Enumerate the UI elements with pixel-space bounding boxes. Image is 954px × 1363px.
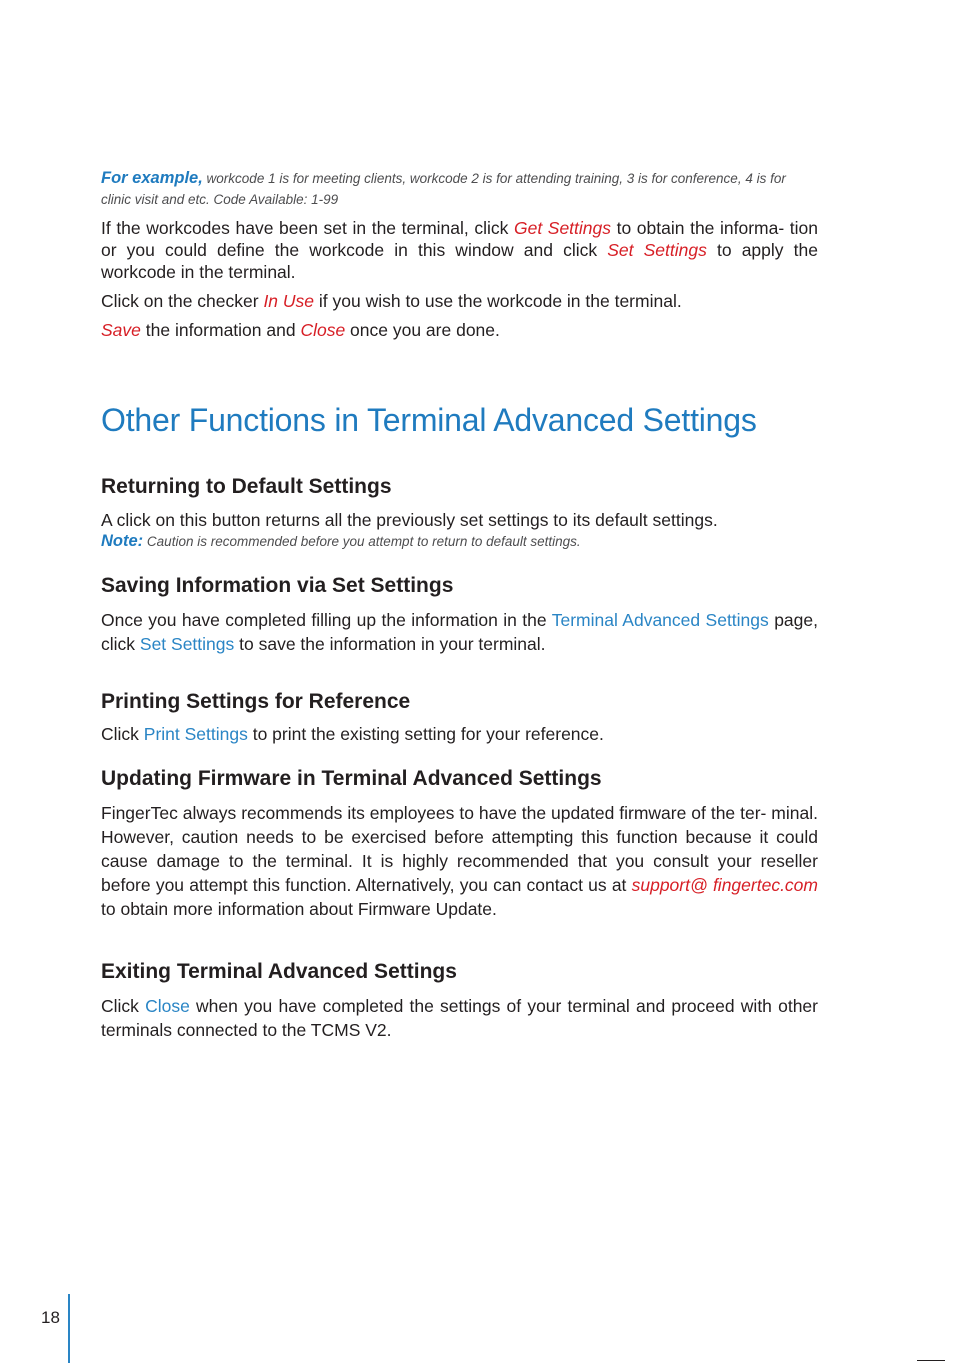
text-run: once you are done. xyxy=(345,320,500,340)
support-email-link[interactable]: support@ fingertec.com xyxy=(631,875,818,895)
example-lead: For example, xyxy=(101,169,203,187)
printing-text xyxy=(101,723,818,745)
workcode-settings-paragraph xyxy=(101,217,818,283)
text-run: Click on the checker xyxy=(101,291,264,311)
get-settings-ref: Get Settings xyxy=(513,218,612,238)
saving-heading: Saving Information via Set Settings xyxy=(101,574,454,597)
example-text: workcode 1 is for meeting clients, workcode 2 is for attending training, 3 is for conference, 4 is for clinic visit and etc. Code Available: 1-99 xyxy=(101,171,786,207)
text-run: to print the existing setting for your reference. xyxy=(247,724,604,744)
page-content xyxy=(101,168,818,1042)
text-run: page, click xyxy=(101,610,818,654)
page-margin-rule xyxy=(68,1294,70,1363)
in-use-paragraph xyxy=(101,290,818,312)
printing-heading: Printing Settings for Reference xyxy=(101,690,411,713)
text-run: to obtain the informa- tion or you could define the workcode in this window and click xyxy=(101,218,818,260)
section-title: Other Functions in Terminal Advanced Settings xyxy=(101,402,757,438)
in-use-ref: In Use xyxy=(263,291,315,311)
text-run: Once you have completed filling up the information in the xyxy=(101,610,552,630)
text-run: Click xyxy=(101,996,146,1016)
text-run: when you have completed the settings of your terminal and proceed with other terminals connected to the TCMS V2. xyxy=(101,996,818,1040)
saving-text xyxy=(101,608,818,656)
close-ref: Close xyxy=(300,320,346,340)
firmware-heading: Updating Firmware in Terminal Advanced Settings xyxy=(101,767,602,790)
set-settings-link[interactable]: Set Settings xyxy=(139,634,235,654)
text-run: to obtain more information about Firmware Update. xyxy=(101,899,497,919)
default-settings-heading: Returning to Default Settings xyxy=(101,475,392,498)
set-settings-ref: Set Settings xyxy=(607,240,707,260)
close-link[interactable]: Close xyxy=(145,996,190,1016)
exiting-text xyxy=(101,994,818,1042)
exiting-heading: Exiting Terminal Advanced Settings xyxy=(101,960,457,983)
firmware-text xyxy=(101,801,818,921)
example-paragraph xyxy=(101,168,818,210)
text-run: FingerTec always recommends its employees to have the updated firmware of the ter- minal. However, caution needs to be exercised before attempting this function because it could cause damage to the terminal. It is highly recommended that you consult your reseller before you attempt this function. Alternatively, you can contact us at xyxy=(101,803,818,895)
default-settings-note xyxy=(101,532,818,551)
page-number: 18 xyxy=(41,1308,60,1327)
corner-crop-mark xyxy=(917,1360,945,1361)
save-ref: Save xyxy=(101,320,141,340)
note-lead: Note: xyxy=(101,532,144,550)
save-close-paragraph xyxy=(101,319,818,341)
text-run: the information and xyxy=(140,320,301,340)
text-run: to save the information in your terminal. xyxy=(234,634,546,654)
print-settings-link[interactable]: Print Settings xyxy=(143,724,248,744)
text-run: If the workcodes have been set in the terminal, click xyxy=(101,218,514,238)
default-settings-text: A click on this button returns all the previously set settings to its default settings. xyxy=(101,510,718,530)
terminal-advanced-settings-link[interactable]: Terminal Advanced Settings xyxy=(551,610,769,630)
text-run: if you wish to use the workcode in the terminal. xyxy=(314,291,682,311)
text-run: Click xyxy=(101,724,144,744)
note-text: Caution is recommended before you attempt to return to default settings. xyxy=(143,534,581,549)
text-run: to apply the workcode in the terminal. xyxy=(101,240,818,282)
